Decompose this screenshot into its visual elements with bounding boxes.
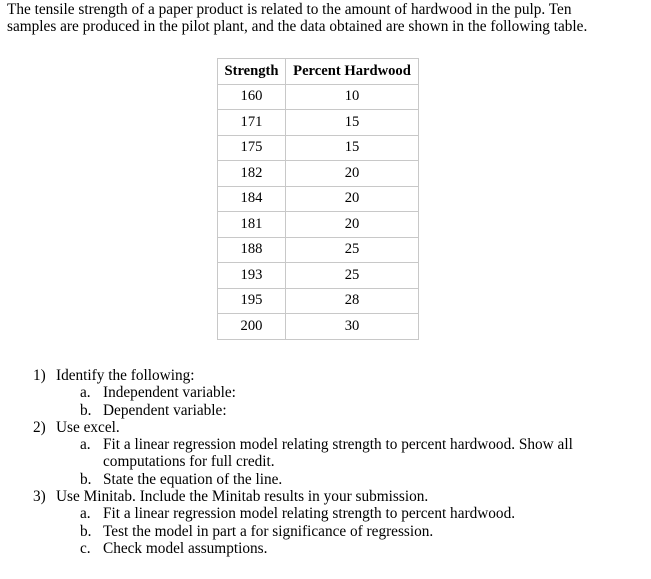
cell-strength: 171 [218, 110, 286, 136]
part-text: Dependent variable: [103, 401, 227, 419]
cell-percent-hardwood: 20 [286, 186, 419, 212]
cell-percent-hardwood: 28 [286, 288, 419, 314]
table-row [218, 263, 419, 289]
part-letter: a. [80, 436, 91, 454]
cell-percent-hardwood: 25 [286, 263, 419, 289]
table-header-row [218, 59, 419, 85]
cell-percent-hardwood: 20 [286, 212, 419, 238]
data-table [217, 58, 419, 340]
question-text: Identify the following: [56, 367, 195, 384]
part-letter: a. [80, 384, 91, 402]
cell-strength: 200 [218, 314, 286, 340]
cell-percent-hardwood: 25 [286, 237, 419, 263]
table-row [218, 186, 419, 212]
table-row [218, 84, 419, 110]
table-row [218, 135, 419, 161]
part-text: Fit a linear regression model relating strength to percent hardwood. [103, 505, 516, 523]
cell-strength: 188 [218, 237, 286, 263]
cell-percent-hardwood: 15 [286, 110, 419, 136]
cell-strength: 160 [218, 84, 286, 110]
cell-strength: 175 [218, 135, 286, 161]
problem-statement-line-2: samples are produced in the pilot plant, and the data obtained are shown in the following table. [7, 18, 588, 35]
part-letter: b. [80, 470, 92, 488]
part-letter: a. [80, 505, 91, 523]
cell-percent-hardwood: 15 [286, 135, 419, 161]
problem-statement [7, 1, 647, 35]
question-number: 1) [33, 367, 46, 384]
table-row [218, 212, 419, 238]
part-letter: c. [80, 539, 91, 557]
column-header-strength: Strength [218, 59, 286, 85]
cell-strength: 184 [218, 186, 286, 212]
cell-strength: 195 [218, 288, 286, 314]
cell-strength: 181 [218, 212, 286, 238]
question-number: 3) [33, 488, 46, 506]
table-row [218, 237, 419, 263]
question-number: 2) [33, 418, 46, 436]
part-text: Independent variable: [103, 384, 236, 402]
part-text: Fit a linear regression model relating strength to percent hardwood. Show all [103, 436, 573, 454]
table-row [218, 110, 419, 136]
part-text: computations for full credit. [103, 453, 275, 471]
cell-percent-hardwood: 10 [286, 84, 419, 110]
cell-strength: 182 [218, 161, 286, 187]
cell-strength: 193 [218, 263, 286, 289]
table-row [218, 161, 419, 187]
column-header-percent-hardwood: Percent Hardwood [286, 59, 419, 85]
part-letter: b. [80, 522, 92, 540]
table-row [218, 288, 419, 314]
part-letter: b. [80, 401, 92, 419]
cell-percent-hardwood: 30 [286, 314, 419, 340]
cell-percent-hardwood: 20 [286, 161, 419, 187]
question-text: Use Minitab. Include the Minitab results in your submission. [56, 488, 429, 506]
table-row [218, 314, 419, 340]
part-text: Test the model in part a for significance of regression. [103, 522, 434, 540]
part-text: State the equation of the line. [103, 470, 283, 488]
part-text: Check model assumptions. [103, 539, 268, 557]
problem-statement-line-1: The tensile strength of a paper product is related to the amount of hardwood in the pulp. Ten [7, 1, 572, 18]
question-text: Use excel. [56, 418, 120, 436]
